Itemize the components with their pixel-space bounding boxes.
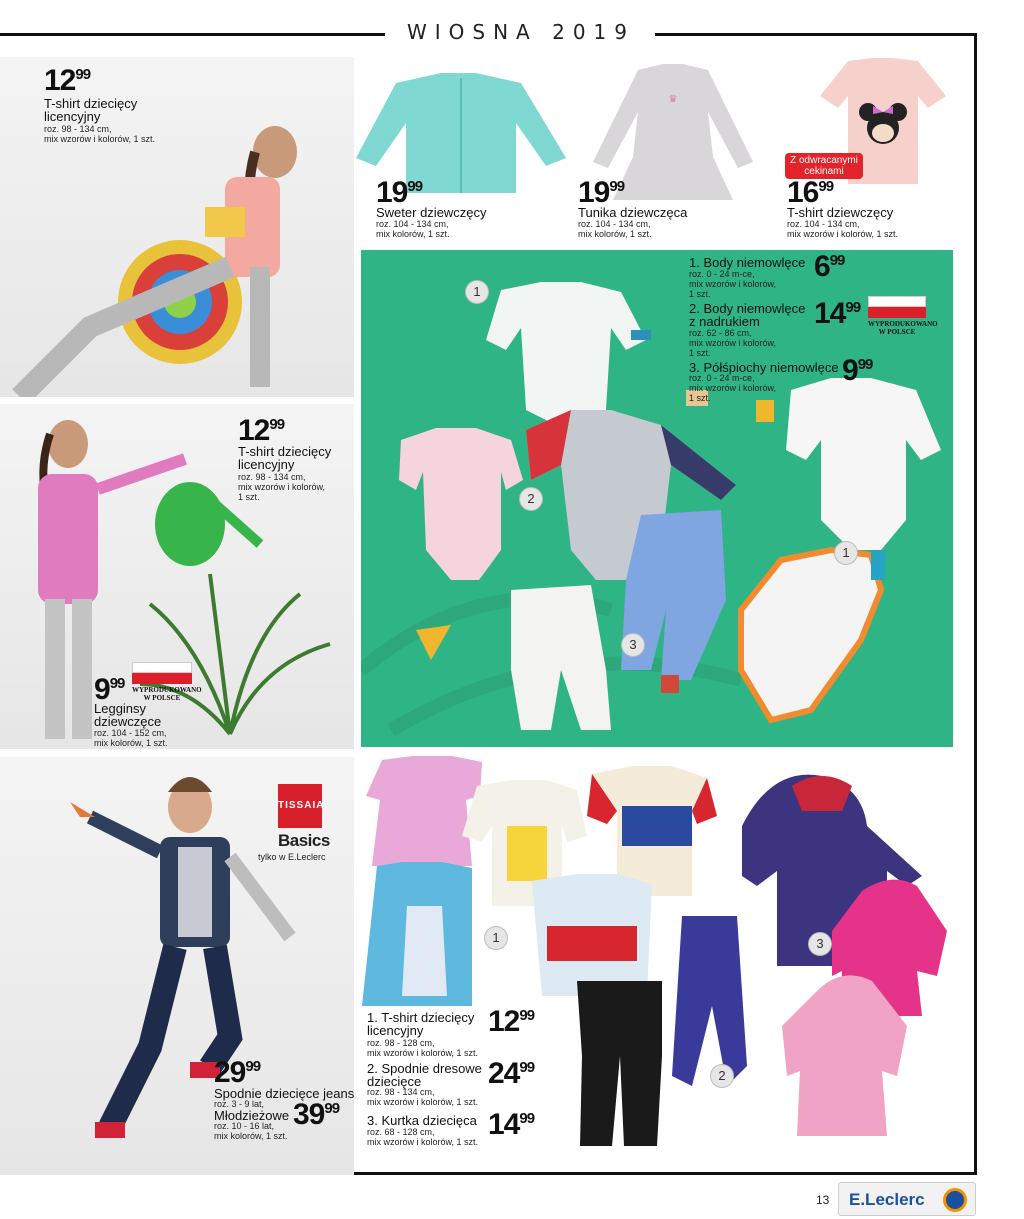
product-sub-tshirt-girl-1: roz. 104 - 134 cm,: [787, 219, 860, 229]
price-dec: 99: [519, 1059, 535, 1076]
price-int: 12: [44, 64, 76, 97]
made-in-poland-flag-1: [132, 662, 202, 702]
product-name-mlodziezowe: Młodzieżowe: [214, 1108, 290, 1123]
product-sub-tshirt-top-1: roz. 98 - 134 cm,: [44, 124, 112, 134]
product-sub-baby2-1: roz. 62 - 86 cm,: [689, 328, 752, 338]
product-name-baby1: 1. Body niemowlęce: [689, 255, 806, 270]
product-sub-kids1-2: mix wzorów i kolorów, 1 szt.: [367, 1048, 479, 1058]
price-dec: 99: [324, 1100, 340, 1117]
product-sub-baby3-1: roz. 0 - 24 m-ce,: [689, 373, 755, 383]
price-dec: 99: [818, 178, 834, 195]
marker-1-top: 1: [465, 280, 489, 304]
flag-caption: WYPRODUKOWANO W POLSCE: [132, 686, 202, 702]
product-sub-legginsy-2: mix kolorów, 1 szt.: [94, 738, 168, 748]
page-number: 13: [816, 1193, 830, 1207]
product-sub-baby1-2: mix wzorów i kolorów,: [689, 279, 777, 289]
product-name-kids2: 2. Spodnie dresowe dziecięce: [367, 1061, 482, 1089]
product-name-tunika: Tunika dziewczęca: [578, 205, 688, 220]
svg-text:♛: ♛: [668, 94, 678, 105]
price-dec: 99: [857, 356, 873, 373]
price-dec: 99: [845, 299, 861, 316]
price-dec: 99: [519, 1110, 535, 1127]
product-sub-kids1-1: roz. 98 - 128 cm,: [367, 1038, 435, 1048]
product-name-baby2: 2. Body niemowlęce z nadrukiem: [689, 301, 806, 329]
price-dec: 99: [109, 675, 125, 692]
marker-2: 2: [519, 487, 543, 511]
price-dec: 99: [75, 66, 91, 83]
leclerc-wordmark: E.Leclerc: [849, 1190, 925, 1209]
product-sub-sweter-2: mix kolorów, 1 szt.: [376, 229, 450, 239]
price-baby3: [842, 356, 872, 386]
flag-caption: WYPRODUKOWANO W POLSCE: [868, 320, 938, 336]
price-tshirt-girl: [787, 178, 833, 208]
product-name-baby3: 3. Półśpiochy niemowlęce: [689, 360, 839, 375]
price-dec: 99: [245, 1058, 261, 1075]
product-sub-kids3-2: mix wzorów i kolorów, 1 szt.: [367, 1137, 479, 1147]
product-name-sweter: Sweter dziewczęcy: [376, 205, 487, 220]
product-sub-sweter-1: roz. 104 - 134 cm,: [376, 219, 449, 229]
product-sub-mlodziezowe-1: roz. 10 - 16 lat,: [214, 1121, 275, 1131]
product-sub-tshirt-mid-2: mix wzorów i kolorów,: [238, 482, 326, 492]
price-tshirt-mid: [238, 416, 284, 446]
price-dec: 99: [519, 1007, 535, 1024]
leclerc-emblem-icon: [943, 1188, 967, 1212]
product-sub-jeans-1: roz. 3 - 9 lat,: [214, 1099, 265, 1109]
price-dec: 99: [829, 252, 845, 269]
price-int: 12: [488, 1005, 520, 1038]
price-int: 16: [787, 176, 819, 209]
baby-clothes-panel: [361, 250, 953, 747]
product-sub-baby3-3: 1 szt.: [689, 393, 711, 403]
page-title: WIOSNA 2019: [406, 20, 635, 44]
header-rule-left: [0, 33, 385, 36]
price-kids1: [488, 1007, 534, 1037]
price-int: 19: [578, 176, 610, 209]
product-sub-tshirt-top-2: mix wzorów i kolorów, 1 szt.: [44, 134, 156, 144]
product-sub-tshirt-mid-1: roz. 98 - 134 cm,: [238, 472, 306, 482]
marker-1-bottom: 1: [834, 541, 858, 565]
product-sub-kids2-2: mix wzorów i kolorów, 1 szt.: [367, 1097, 479, 1107]
price-int: 9: [94, 673, 110, 706]
product-sub-baby2-2: mix wzorów i kolorów,: [689, 338, 777, 348]
price-dec: 99: [407, 178, 423, 195]
price-int: 29: [214, 1056, 246, 1089]
price-kids3: [488, 1110, 534, 1140]
price-baby2: [814, 299, 860, 329]
price-int: 9: [842, 354, 858, 387]
product-name-kids1: 1. T-shirt dziecięcy licencyjny: [367, 1010, 475, 1038]
price-sweter: [376, 178, 422, 208]
product-name-tshirt-girl: T-shirt dziewczęcy: [787, 205, 894, 220]
tissaia-logo: TISSAIA: [278, 784, 322, 828]
product-sub-tshirt-mid-3: 1 szt.: [238, 492, 260, 502]
product-name-jeans: Spodnie dziecięce jeans: [214, 1086, 355, 1101]
product-sub-mlodziezowe-2: mix kolorów, 1 szt.: [214, 1131, 288, 1141]
marker-kids-2: 2: [710, 1064, 734, 1088]
price-int: 6: [814, 250, 830, 283]
product-sub-baby3-2: mix wzorów i kolorów,: [689, 383, 777, 393]
basics-label: Basics: [278, 831, 330, 850]
marker-3: 3: [621, 633, 645, 657]
badge-sequins: Z odwracanymi cekinami: [785, 153, 863, 179]
price-baby1: [814, 252, 844, 282]
product-sub-tunika-2: mix kolorów, 1 szt.: [578, 229, 652, 239]
price-tshirt-top: [44, 66, 90, 96]
price-int: 39: [293, 1098, 325, 1131]
product-name-legginsy: Legginsy dziewczęce: [94, 701, 162, 729]
price-dec: 99: [609, 178, 625, 195]
price-int: 14: [488, 1108, 520, 1141]
marker-kids-3: 3: [808, 932, 832, 956]
frame-right: [974, 33, 977, 1173]
baby-clothes-illustration: [361, 250, 953, 747]
made-in-poland-flag-2: [868, 296, 938, 336]
product-sub-tshirt-girl-2: mix wzorów i kolorów, 1 szt.: [787, 229, 899, 239]
marker-kids-1: 1: [484, 926, 508, 950]
kids-clothes-illustration: [362, 756, 974, 1148]
header-rule-right: [655, 33, 977, 36]
price-int: 14: [814, 297, 846, 330]
price-int: 24: [488, 1057, 520, 1090]
price-kids2: [488, 1059, 534, 1089]
product-name-tshirt-mid: T-shirt dziecięcy licencyjny: [238, 444, 332, 472]
product-sub-legginsy-1: roz. 104 - 152 cm,: [94, 728, 167, 738]
product-sub-baby2-3: 1 szt.: [689, 348, 711, 358]
product-sub-baby1-1: roz. 0 - 24 m-ce,: [689, 269, 755, 279]
product-sub-tunika-1: roz. 104 - 134 cm,: [578, 219, 651, 229]
price-dec: 99: [269, 416, 285, 433]
leclerc-logo-box[interactable]: [838, 1182, 976, 1216]
product-name-tshirt-top: T-shirt dziecięcy licencyjny: [44, 96, 138, 124]
product-sub-kids3-1: roz. 68 - 128 cm,: [367, 1127, 435, 1137]
price-jeans: [214, 1058, 260, 1088]
product-sub-baby1-3: 1 szt.: [689, 289, 711, 299]
price-int: 12: [238, 414, 270, 447]
price-int: 19: [376, 176, 408, 209]
product-name-kids3: 3. Kurtka dziecięca: [367, 1113, 477, 1128]
product-sub-kids2-1: roz. 98 - 134 cm,: [367, 1087, 435, 1097]
price-mlodziezowe: [293, 1100, 339, 1130]
price-tunika: [578, 178, 624, 208]
basics-sub-label: tylko w E.Leclerc: [258, 852, 326, 862]
